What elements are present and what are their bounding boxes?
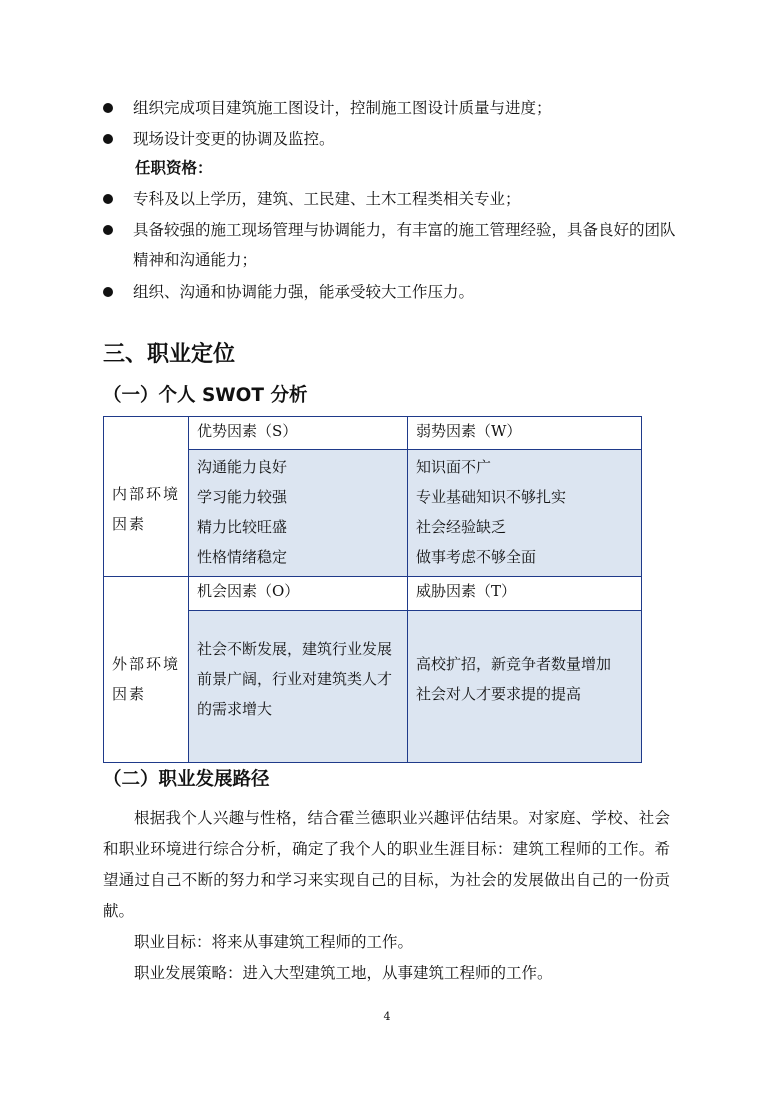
bullet-icon	[103, 225, 113, 235]
duty-text: 现场设计变更的协调及监控。	[133, 130, 335, 148]
swot-heading: （一）个人 SWOT 分析	[103, 385, 308, 406]
strength-item: 精力比较旺盛	[197, 518, 288, 536]
external-label-cell	[103, 576, 189, 763]
list-item	[103, 215, 683, 275]
threats-header-cell	[407, 576, 642, 611]
qualification-text: 具备较强的施工现场管理与协调能力，有丰富的施工管理经验，具备良好的团队精神和沟通能力；	[133, 221, 676, 269]
opportunities-text: 社会不断发展，建筑行业发展前景广阔，行业对建筑类人才的需求增大	[197, 640, 393, 718]
bullet-icon	[103, 287, 113, 297]
page-number: 4	[383, 1010, 391, 1023]
opportunities-header: 机会因素（O）	[197, 582, 300, 600]
swot-table	[103, 416, 642, 763]
list-item	[103, 277, 683, 307]
qualifications-title: 任职资格：	[135, 158, 213, 177]
weakness-item: 知识面不广	[416, 458, 492, 476]
list-item	[103, 124, 683, 154]
duty-text: 组织完成项目建筑施工图设计，控制施工图设计质量与进度；	[133, 99, 552, 117]
internal-label-cell	[103, 416, 189, 577]
section-heading: 三、职业定位	[103, 342, 236, 367]
strengths-header-cell	[188, 416, 408, 450]
weakness-item: 做事考虑不够全面	[416, 548, 537, 566]
weaknesses-cell	[407, 449, 642, 577]
threats-cell	[407, 610, 642, 763]
list-item	[103, 184, 683, 214]
weakness-item: 专业基础知识不够扎实	[416, 488, 567, 506]
external-label: 外部环境因素	[112, 655, 181, 703]
qualification-text: 组织、沟通和协调能力强，能承受较大工作压力。	[133, 283, 475, 301]
strength-item: 性格情绪稳定	[197, 548, 288, 566]
strengths-header: 优势因素（S）	[197, 422, 298, 440]
opportunities-header-cell	[188, 576, 408, 611]
career-goal: 职业目标：将来从事建筑工程师的工作。	[134, 933, 414, 951]
path-paragraph: 根据我个人兴趣与性格，结合霍兰德职业兴趣评估结果。对家庭、学校、社会和职业环境进行综合分析，确定了我个人的职业生涯目标：建筑工程师的工作。希望通过自己不断的努力和学习来实现自己的目标，为社会的发展做出自己的一份贡献。	[103, 809, 670, 920]
weaknesses-header-cell	[407, 416, 642, 450]
qualification-text: 专科及以上学历，建筑、工民建、土木工程类相关专业；	[133, 190, 521, 208]
internal-label: 内部环境因素	[112, 485, 181, 533]
bullet-icon	[103, 103, 113, 113]
strengths-cell	[188, 449, 408, 577]
weaknesses-header: 弱势因素（W）	[416, 422, 522, 440]
strength-item: 沟通能力良好	[197, 458, 288, 476]
threat-item: 社会对人才要求提的提高	[416, 685, 582, 703]
threats-header: 威胁因素（T）	[416, 582, 517, 600]
bullet-icon	[103, 134, 113, 144]
strength-item: 学习能力较强	[197, 488, 288, 506]
opportunities-cell	[188, 610, 408, 763]
weakness-item: 社会经验缺乏	[416, 518, 507, 536]
bullet-icon	[103, 194, 113, 204]
threat-item: 高校扩招，新竞争者数量增加	[416, 655, 612, 673]
list-item	[103, 93, 683, 123]
career-strategy: 职业发展策略：进入大型建筑工地，从事建筑工程师的工作。	[134, 964, 553, 982]
path-heading: （二）职业发展路径	[103, 769, 270, 790]
